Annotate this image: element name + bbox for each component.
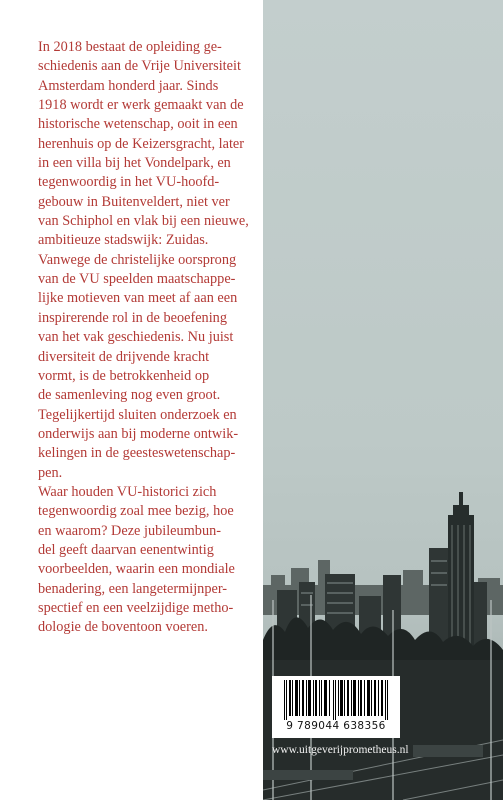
blurb-line: ambitieuze stadswijk: Zuidas. [38, 232, 209, 249]
blurb-line: van het vak geschiedenis. Nu juist [38, 329, 234, 346]
blurb-line: gebouw in Buitenveldert, niet ver [38, 193, 230, 210]
blurb-line: kelingen in de geesteswetenschap- [38, 445, 236, 462]
blurb-line: historische wetenschap, ooit in een [38, 116, 238, 133]
blurb-line: 1918 wordt er werk gemaakt van de [38, 97, 244, 114]
blurb-line: tegenwoordig zoal mee bezig, hoe [38, 503, 234, 520]
blurb-line: onderwijs aan bij moderne ontwik- [38, 425, 239, 442]
publisher-website: www.uitgeverijprometheus.nl [272, 744, 409, 756]
blurb-line: tegenwoordig in het VU-hoofd- [38, 174, 220, 191]
blurb-line: in een villa bij het Vondelpark, en [38, 155, 231, 172]
blurb-line: Amsterdam honderd jaar. Sinds [38, 77, 219, 94]
barcode-image [282, 680, 390, 720]
barcode-label [272, 676, 400, 738]
blurb-line: dologie de boventoon voeren. [38, 619, 208, 636]
blurb-line: en waarom? Deze jubileumbun- [38, 522, 222, 539]
blurb-line: vormt, is de betrokkenheid op [38, 367, 210, 384]
isbn-number: 9 789044 638356 [286, 720, 386, 732]
blurb-line: pen. [38, 464, 63, 481]
blurb-text [38, 38, 260, 638]
blurb-line: diversiteit de drijvende kracht [38, 348, 210, 365]
blurb-line: Waar houden VU-historici zich [38, 483, 217, 500]
blurb-line: herenhuis op de Keizersgracht, later [38, 135, 245, 152]
blurb-line: inspirerende rol in de beoefening [38, 309, 227, 326]
blurb-line: de samenleving nog even groot. [38, 387, 221, 404]
blurb-line: In 2018 bestaat de opleiding ge- [38, 39, 222, 55]
blurb-line: Tegelijkertijd sluiten onderzoek en [38, 406, 237, 423]
blurb-line: del geeft daarvan eenentwintig [38, 541, 214, 558]
blurb-line: van Schiphol en vlak bij een nieuwe, [38, 213, 249, 230]
blurb-line: Vanwege de christelijke oorsprong [38, 251, 237, 268]
blurb-line: lijke motieven van meet af aan een [38, 290, 238, 307]
blurb-line: benadering, een langetermijnper- [38, 580, 228, 597]
blurb-line: schiedenis aan de Vrije Universiteit [38, 58, 241, 75]
blurb-line: van de VU speelden maatschappe- [38, 271, 236, 288]
blurb-line: voorbeelden, waarin een mondiale [38, 561, 235, 578]
blurb-line: spectief en een veelzijdige metho- [38, 599, 234, 616]
